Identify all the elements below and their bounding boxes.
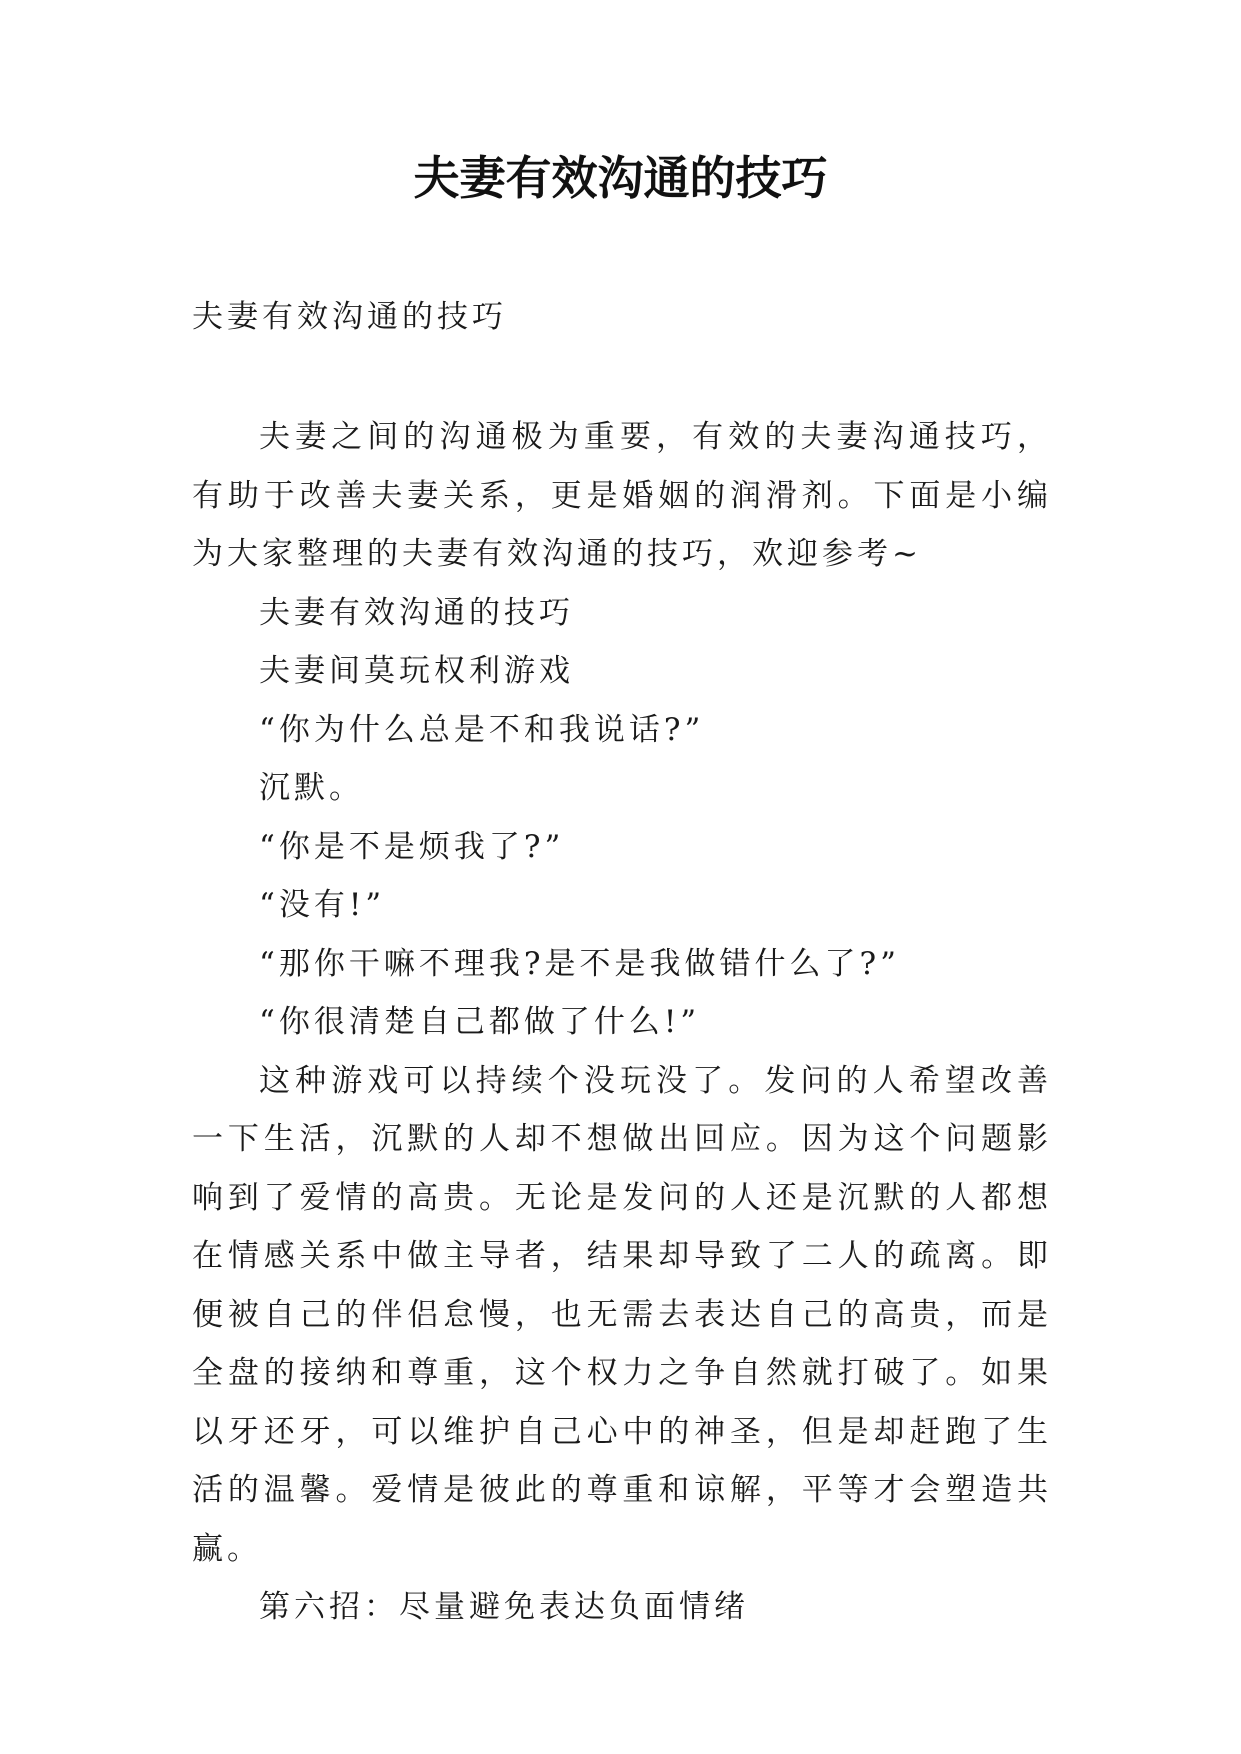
paragraph-dialogue: “你为什么总是不和我说话?”: [259, 711, 705, 748]
paragraph-section-title: 第六招：尽量避免表达负面情绪: [259, 1589, 749, 1625]
paragraph-intro: 夫妻之间的沟通极为重要，有效的夫妻沟通技巧，有助于改善夫妻关系，更是婚姻的润滑剂。下面是小编为大家整理的夫妻有效沟通的技巧，欢迎参考~: [192, 419, 1052, 572]
paragraph-body: 这种游戏可以持续个没玩没了。发问的人希望改善一下生活，沉默的人却不想做出回应。因为这个问题影响到了爱情的高贵。无论是发问的人还是沉默的人都想在情感关系中做主导者，结果却导致了二人的疏离。即便被自己的伴侣怠慢，也无需去表达自己的高贵，而是全盘的接纳和尊重，这个权力之争自然就打破了。如果以牙还牙，可以维护自己心中的神圣，但是却赶跑了生活的温馨。爱情是彼此的尊重和谅解，平等才会塑造共赢。: [192, 1062, 1052, 1567]
document-body: [192, 292, 1052, 1637]
paragraph-list: [192, 408, 1052, 1637]
paragraph-dialogue: 沉默。: [259, 770, 364, 806]
paragraph-heading: 夫妻有效沟通的技巧: [259, 594, 574, 631]
document-subtitle: 夫妻有效沟通的技巧: [192, 299, 507, 335]
paragraph-dialogue: “你很清楚自己都做了什么!”: [259, 1004, 701, 1040]
document-title: 夫妻有效沟通的技巧: [413, 151, 828, 205]
paragraph-dialogue: “你是不是烦我了?”: [259, 828, 565, 865]
paragraph-dialogue: “那你干嘛不理我?是不是我做错什么了?”: [259, 945, 900, 982]
paragraph-dialogue: “没有!”: [259, 887, 386, 923]
paragraph-section-title: 夫妻间莫玩权利游戏: [259, 653, 574, 689]
